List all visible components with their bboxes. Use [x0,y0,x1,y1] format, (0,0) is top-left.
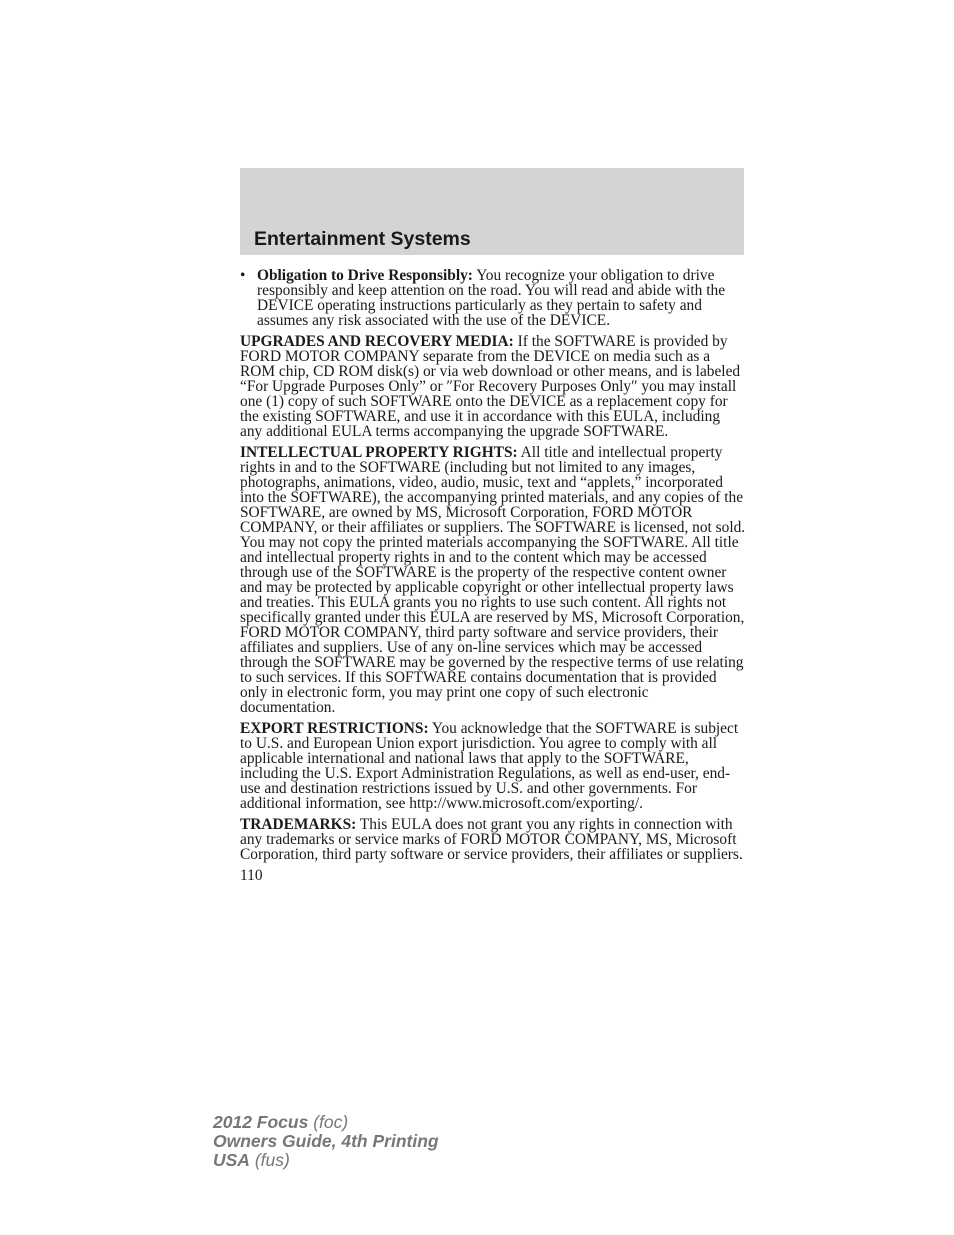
paragraph-upgrades [240,334,746,439]
footer-region-code: (fus) [249,1150,290,1170]
footer-model-code: (foc) [308,1112,349,1132]
paragraph-lead: INTELLECTUAL PROPERTY RIGHTS: [240,444,518,461]
bullet-item [240,268,746,328]
paragraph-export [240,721,746,811]
footer-region-line [213,1151,439,1170]
bullet-text: You recognize your obligation to drive responsibly and keep attention on the road. You will read and abide with the DEVICE operating instructions particularly as they pertain to safety and assumes any risk associated with the use of the DEVICE. [257,267,726,329]
bullet-lead: Obligation to Drive Responsibly: [257,267,473,284]
paragraph-lead: TRADEMARKS: [240,816,357,833]
paragraph-intellectual-property [240,445,746,715]
paragraph-text: You acknowledge that the SOFTWARE is subject to U.S. and European Union export jurisdiction. You agree to comply with all applicable international and national laws that apply to the SOFTWARE, including the U.S. Export Administration Regulations, as well as end-user, end-use and destination restrictions issued by U.S. and other governments. For additional information, see http://www.microsoft.com/exporting/. [240,720,739,812]
footer-region: USA [213,1150,250,1170]
paragraph-trademarks [240,817,746,862]
paragraph-text: This EULA does not grant you any rights in connection with any trademarks or service marks of FORD MOTOR COMPANY, MS, Microsoft Corporation, third party software or service providers, their affiliates or suppliers. [240,816,743,863]
footer-model: 2012 Focus [213,1112,309,1132]
section-title: Entertainment Systems [254,228,471,250]
footer-guide: Owners Guide, 4th Printing [213,1131,439,1151]
document-footer [213,1113,439,1170]
paragraph-text: If the SOFTWARE is provided by FORD MOTOR COMPANY separate from the DEVICE on media such as a ROM chip, CD ROM disk(s) or via web download or other means, and is labeled “For Upgrade Purposes Only” or ″For Recovery Purposes Only″ you may install one (1) copy of such SOFTWARE onto the DEVICE as a replacement copy for the existing SOFTWARE, and use it in accordance with this EULA, including any additional EULA terms accompanying the upgrade SOFTWARE. [240,333,741,440]
page-number: 110 [240,867,263,884]
footer-model-line [213,1113,439,1132]
paragraph-text: All title and intellectual property rights in and to the SOFTWARE (including but not limited to any images, photographs, animations, video, audio, music, text and “applets,” incorporated into the SOFTWARE), the accompanying printed materials, and any copies of the SOFTWARE, are owned by MS, Microsoft Corporation, FORD MOTOR COMPANY, or their affiliates or suppliers. The SOFTWARE is licensed, not sold. You may not copy the printed materials accompanying the SOFTWARE. All title and intellectual property rights in and to the content which may be accessed through use of the SOFTWARE is the property of the respective content owner and may be protected by applicable copyright or other intellectual property laws and treaties. This EULA grants you no rights to use such content. All rights not specifically granted under this EULA are reserved by MS, Microsoft Corporation, FORD MOTOR COMPANY, third party software and service providers, their affiliates and suppliers. Use of any on-line services which may be accessed through the SOFTWARE may be governed by the respective terms of use relating to such services. If this SOFTWARE contains documentation that is provided only in electronic form, you may print one copy of such electronic documentation. [240,444,746,716]
paragraph-lead: UPGRADES AND RECOVERY MEDIA: [240,333,514,350]
section-header-band [240,168,744,255]
paragraph-lead: EXPORT RESTRICTIONS: [240,720,429,737]
bullet-dot: • [240,267,246,284]
footer-guide-line [213,1132,439,1151]
page-content [240,268,746,883]
